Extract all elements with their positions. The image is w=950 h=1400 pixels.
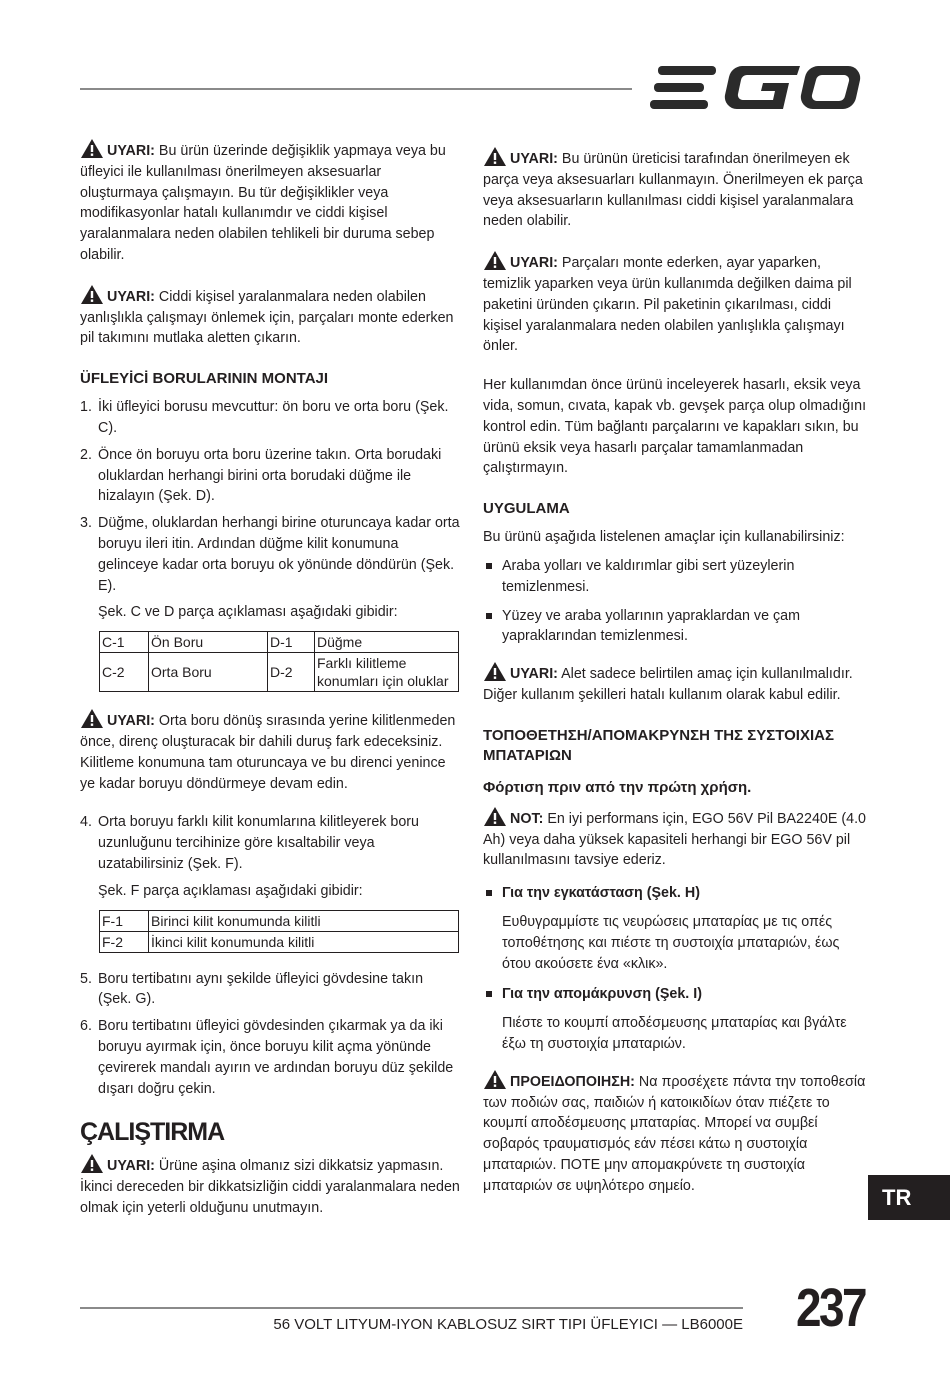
- warning-text: Alet sadece belirtilen amaç için kullanılmalıdır. Diğer kullanım şekilleri hatalı kullanım olarak kabul edilir.: [483, 666, 853, 703]
- step-item: [80, 812, 460, 874]
- table-cell: Orta Boru: [149, 653, 268, 692]
- step-number: 3.: [80, 515, 92, 532]
- table-intro: Şek. F parça açıklaması aşağıdaki gibidir:: [98, 882, 363, 899]
- warning-rotation: [80, 708, 460, 794]
- table-row: [100, 632, 459, 653]
- step-text: İki üfleyici borusu mevcuttur: ön boru ve orta boru (Şek. C).: [98, 399, 449, 436]
- step-text: Düğme, oluklardan herhangi birine oturuncaya kadar orta boruyu ileri itin. Ardından düğme kilit konumuna gelinceye kadar orta boruyu ok yönünde döndürün (Şek. E).: [98, 515, 460, 594]
- table-row: [100, 910, 459, 931]
- warning-disconnect: [483, 250, 868, 357]
- step-text: Boru tertibatını üfleyici gövdesinden çıkarmak ya da iki boruyu ayırmak için, önce boruyu kilit açma yönünde çevirerek mandalı ayırın ve ardından boruyu düz şekilde dışarı doğru çekin.: [98, 1018, 454, 1097]
- table-cell: C-1: [100, 632, 149, 653]
- warning-text: Parçaları monte ederken, ayar yaparken, temizlik yaparken veya ürün kullanımda değilken daima pil paketini üründen çıkarın. Pil paketinin çıkarılması, ciddi kişisel yaralanmalara neden olabilen yanlışlıkla çalışmayı önler.: [483, 255, 852, 355]
- warning-label: UYARI:: [510, 255, 558, 272]
- right-column: [483, 146, 868, 1214]
- application-intro: Bu ürünü aşağıda listelenen amaçlar için kullanabilirsiniz:: [483, 529, 845, 546]
- warning-label: UYARI:: [107, 713, 155, 730]
- section-heading-battery: ΤΟΠΟΘΕΤΗΣΗ/ΑΠΟΜΑΚΡΥΝΣΗ ΤΗΣ ΣΥΣΤΟΙΧΙΑΣ ΜΠΑΤΑΡΙΩΝ: [483, 726, 834, 764]
- note-text: En iyi performans için, EGO 56V Pil BA2240E (4.0 Ah) veya daha yüksek kapasiteli herhangi bir EGO 56V pil kullanılmasını tavsiye ederiz.: [483, 810, 866, 869]
- table-cell: Ön Boru: [149, 632, 268, 653]
- step-item: [80, 445, 460, 507]
- warning-icon: [80, 708, 104, 729]
- warning-icon: [80, 284, 104, 305]
- warning-familiarity: [80, 1153, 460, 1218]
- remove-text: Πιέστε το κουμπί αποδέσμευσης μπαταρίας και βγάλτε έξω τη συστοιχία μπαταριών.: [502, 1015, 847, 1052]
- warning-text: Να προσέχετε πάντα την τοποθεσία των ποδιών σας, παιδιών ή κατοικιδίων όταν πιέζετε το κουμπί αποδέσμευσης μπαταρίας. Μπορεί να συμβεί σοβαρός τραυματισμός εάν πέσει κάτω η συστοιχία μπαταριών. ΠΟΤΕ μην απομακρύνετε τη συστοιχία μπαταριών σε υψηλότερο σημείο.: [483, 1073, 866, 1194]
- step-number: 4.: [80, 814, 92, 831]
- warning-label: UYARI:: [107, 1158, 155, 1175]
- step-item: [80, 513, 460, 596]
- step-number: 1.: [80, 399, 92, 416]
- warning-label: ΠΡΟΕΙΔΟΠΟΙΗΣΗ:: [510, 1073, 635, 1090]
- inspection-paragraph: Her kullanımdan önce ürünü inceleyerek hasarlı, eksik veya vida, somun, cıvata, kapak vb. gevşek parça olup olmadığını kontrol edin. Tüm bağlantı parçalarını ve kapakları sıkın, bu ürünü eksik veya hasarlı parçalar tamamlanmadan çalıştırmayın.: [483, 377, 867, 477]
- section-heading-operation: ÇALIŞTIRMA: [80, 1118, 225, 1147]
- table-row: [100, 653, 459, 692]
- install-title: Για την εγκατάσταση (Şek. H): [483, 883, 868, 904]
- warning-text: Bu ürün üzerinde değişiklik yapmaya veya bu üfleyici ile kullanılması önerilmeyen aksesuarlar oluşturmaya çalışmayın. Bu tür değişiklikler veya modifikasyonlar hatalı kullanımdır ve ciddi kişisel yaralanmalara neden olabilen tehlikeli bir duruma sebep olabilir.: [80, 143, 446, 263]
- warning-text: Bu ürünün üreticisi tarafından önerilmeyen ek parça veya aksesuarları kullanmayın. Önerilmeyen ek parça veya aksesuarların kullanılması ciddi kişisel yaralanmalara neden olabilir.: [483, 151, 863, 230]
- warning-remove-battery: [80, 284, 460, 349]
- warning-icon: [483, 146, 507, 167]
- subheading-first-charge: Φόρτιση πριν από την πρώτη χρήση.: [483, 778, 752, 796]
- warning-caution: [483, 1069, 868, 1197]
- step-number: 5.: [80, 970, 92, 987]
- warning-text: Ürüne aşina olmanız sizi dikkatsiz yapmasın. İkinci dereceden bir dikkatsizliğin ciddi yaralanmalara neden olmak için yeterli olduğunu unutmayın.: [80, 1158, 460, 1216]
- step-number: 2.: [80, 446, 92, 463]
- language-tab: TR: [868, 1175, 950, 1220]
- step-item: [80, 1016, 460, 1099]
- warning-icon: [80, 138, 104, 159]
- remove-list: [483, 984, 868, 1005]
- warning-icon: [80, 1153, 104, 1174]
- left-column: [80, 138, 460, 1237]
- parts-table-f: [99, 910, 459, 953]
- assembly-steps: [80, 397, 460, 596]
- note-label: NOT:: [510, 810, 544, 827]
- warning-icon: [483, 250, 507, 271]
- warning-icon: [483, 806, 507, 827]
- warning-modification: [80, 138, 460, 266]
- warning-text: Orta boru dönüş sırasında yerine kilitlenmeden önce, direnç oluşturacak bir dahili duruş fark edeceksiniz. Kilitleme konumuna tam oturuncaya ve bu direnci yenince ye kadar boruyu döndürmeye devam edin.: [80, 713, 456, 792]
- table-cell: C-2: [100, 653, 149, 692]
- warning-label: UYARI:: [107, 288, 155, 305]
- warning-label: UYARI:: [510, 151, 558, 167]
- step-number: 6.: [80, 1018, 92, 1035]
- warning-intended-use: [483, 661, 868, 706]
- section-heading-tube-assembly: ÜFLEYİCİ BORULARININ MONTAJI: [80, 370, 329, 388]
- footer-title: 56 VOLT LITYUM-IYON KABLOSUZ SIRT TIPI ÜFLEYICI — LB6000E: [273, 1316, 743, 1333]
- step-text: Orta boruyu farklı kilit konumlarına kilitleyerek boru uzunluğunu tercihinize göre kısaltabilir veya uzatabilirsiniz (Şek. F).: [98, 814, 420, 872]
- warning-label: UYARI:: [510, 666, 558, 683]
- install-list: [483, 883, 868, 904]
- table-cell: Düğme: [315, 632, 459, 653]
- section-heading-application: UYGULAMA: [483, 500, 570, 518]
- table-cell: F-1: [100, 910, 149, 931]
- assembly-steps-final: [80, 969, 460, 1100]
- table-cell: F-2: [100, 931, 149, 952]
- install-text: Ευθυγραμμίστε τις νευρώσεις μπαταρίας με τις οπές τοποθέτησης και πιέστε τη συστοιχία μπαταριών, έως ότου ακούσετε ένα «κλικ».: [502, 913, 840, 972]
- table-cell: D-2: [268, 653, 315, 692]
- remove-title: Για την απομάκρυνση (Şek. I): [483, 984, 868, 1005]
- parts-table-cd: [99, 631, 459, 692]
- table-cell: D-1: [268, 632, 315, 653]
- table-row: [100, 931, 459, 952]
- warning-icon: [483, 661, 507, 682]
- page-number: 237: [796, 1278, 865, 1338]
- application-list: [483, 556, 868, 647]
- table-cell: Farklı kilitleme konumları için oluklar: [315, 653, 459, 692]
- warning-icon: [483, 1069, 507, 1090]
- ego-logo: [650, 60, 862, 116]
- table-intro: Şek. C ve D parça açıklaması aşağıdaki gibidir:: [98, 604, 398, 621]
- list-item: Araba yolları ve kaldırımlar gibi sert yüzeylerin temizlenmesi.: [483, 556, 868, 598]
- table-cell: İkinci kilit konumunda kilitli: [149, 931, 459, 952]
- warning-text: Ciddi kişisel yaralanmalara neden olabilen yanlışlıkla çalışmayı önlemek için, parçaları monte ederken pil takımını mutlaka aletten çıkarın.: [80, 288, 454, 347]
- footer-rule: [80, 1307, 743, 1309]
- step-item: [80, 969, 460, 1011]
- step-item: [80, 397, 460, 439]
- assembly-steps-cont: [80, 812, 460, 874]
- step-text: Önce ön boruyu orta boru üzerine takın. Orta borudaki oluklardan herhangi birini orta borudaki düğme ile hizalayın (Şek. D).: [98, 446, 442, 505]
- table-cell: Birinci kilit konumunda kilitli: [149, 910, 459, 931]
- step-text: Boru tertibatını aynı şekilde üfleyici gövdesine takın (Şek. G).: [98, 970, 424, 1008]
- note-battery: [483, 806, 868, 871]
- warning-label: UYARI:: [107, 143, 155, 159]
- header-rule: [80, 88, 632, 90]
- list-item: Yüzey ve araba yollarının yapraklardan ve çam yapraklarından temizlenmesi.: [483, 606, 868, 648]
- warning-accessories: [483, 146, 868, 232]
